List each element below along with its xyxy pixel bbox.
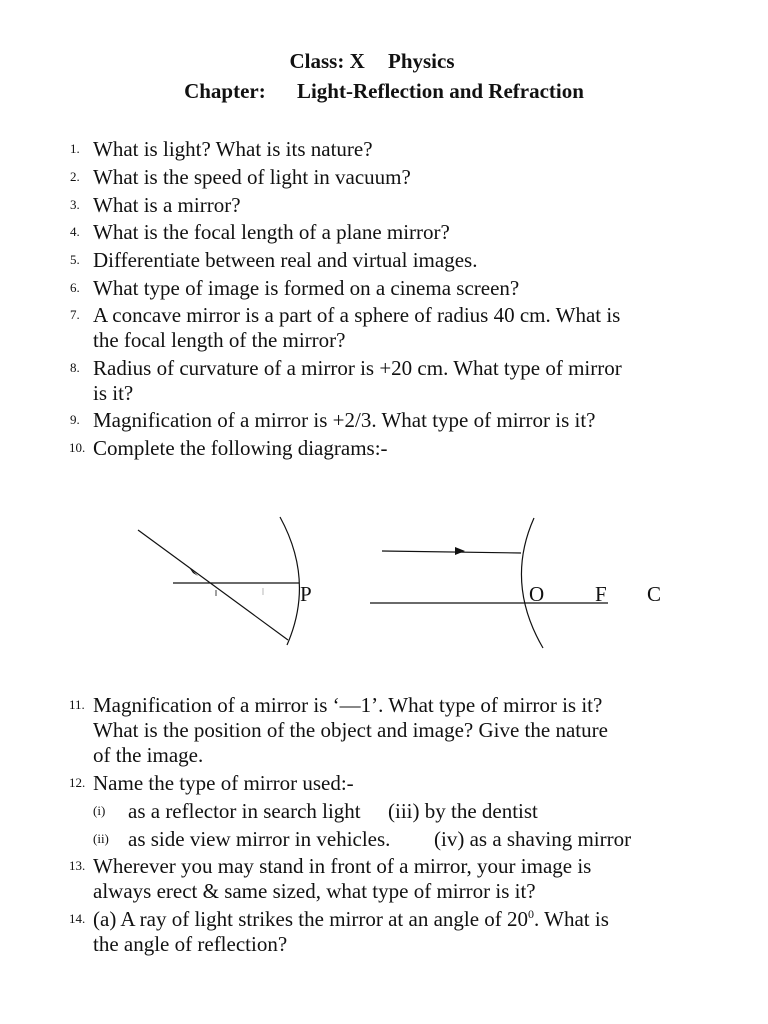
class-label: Class: <box>289 49 345 73</box>
question-text: Radius of curvature of a mirror is +20 cm. What type of mirror <box>93 356 622 380</box>
subitem-number: (i) <box>93 803 106 818</box>
question-number: 5. <box>70 252 80 267</box>
label-p: P <box>300 582 312 606</box>
subitem-text: as side view mirror in vehicles. <box>128 827 391 851</box>
chapter-title: Light-Reflection and Refraction <box>296 79 584 103</box>
label-f: F <box>595 582 607 606</box>
question-text: the angle of reflection? <box>93 932 288 956</box>
question-number: 11. <box>69 697 85 712</box>
question-number: 6. <box>70 280 80 295</box>
degree-superscript: 0 <box>528 907 535 921</box>
question-text-line <box>93 906 693 932</box>
question-text: is it? <box>93 381 134 405</box>
label-o: O <box>529 582 545 606</box>
question-text: What is light? What is its nature? <box>93 137 373 161</box>
question-text: Magnification of a mirror is ‘—1’. What type of mirror is it? <box>93 693 603 717</box>
question-number: 7. <box>70 307 80 322</box>
class-value: X <box>349 49 365 73</box>
question-text: Name the type of mirror used:- <box>93 771 354 795</box>
concave-mirror-diagram <box>370 518 608 648</box>
chapter-label: Chapter: <box>184 79 266 103</box>
question-number: 2. <box>70 169 80 184</box>
question-text: Complete the following diagrams:- <box>93 436 388 460</box>
question-number: 12. <box>69 775 86 790</box>
question-text: Wherever you may stand in front of a mirror, your image is <box>93 854 592 878</box>
question-text: What is the position of the object and image? Give the nature <box>93 718 608 742</box>
question-text-after: . What is <box>534 907 609 931</box>
question-text: Magnification of a mirror is +2/3. What type of mirror is it? <box>93 408 596 432</box>
question-text: always erect & same sized, what type of mirror is it? <box>93 879 536 903</box>
question-text: (a) A ray of light strikes the mirror at an angle of 20 <box>93 907 529 931</box>
question-text: What is the speed of light in vacuum? <box>93 165 411 189</box>
question-text: of the image. <box>93 743 204 767</box>
question-text: What type of image is formed on a cinema screen? <box>93 276 520 300</box>
question-text: What is a mirror? <box>93 193 241 217</box>
convex-mirror-diagram <box>138 517 299 645</box>
convex-mirror-arc <box>280 517 299 645</box>
incident-ray-right <box>382 551 521 553</box>
label-c: C <box>647 582 662 606</box>
question-text: Differentiate between real and virtual images. <box>93 248 478 272</box>
ray-arrowhead <box>188 566 198 576</box>
subitem-text-2: (iii) by the dentist <box>388 799 538 823</box>
question-number: 9. <box>70 412 80 427</box>
question-number: 4. <box>70 224 80 239</box>
question-text: What is the focal length of a plane mirror? <box>93 220 450 244</box>
subitem-number: (ii) <box>93 831 109 846</box>
question-number: 10. <box>69 440 86 455</box>
subitem-text: as a reflector in search light <box>128 799 361 823</box>
question-number: 1. <box>70 141 80 156</box>
ray-arrowhead <box>455 547 465 555</box>
incident-ray-left <box>138 530 288 640</box>
question-text: A concave mirror is a part of a sphere of radius 40 cm. What is <box>93 303 621 327</box>
question-number: 13. <box>69 858 86 873</box>
question-number: 3. <box>70 197 80 212</box>
subitem-text-2: (iv) as a shaving mirror <box>434 827 632 851</box>
subject-title: Physics <box>388 49 455 73</box>
question-text: the focal length of the mirror? <box>93 328 346 352</box>
question-number: 14. <box>69 911 86 926</box>
question-number: 8. <box>70 360 80 375</box>
